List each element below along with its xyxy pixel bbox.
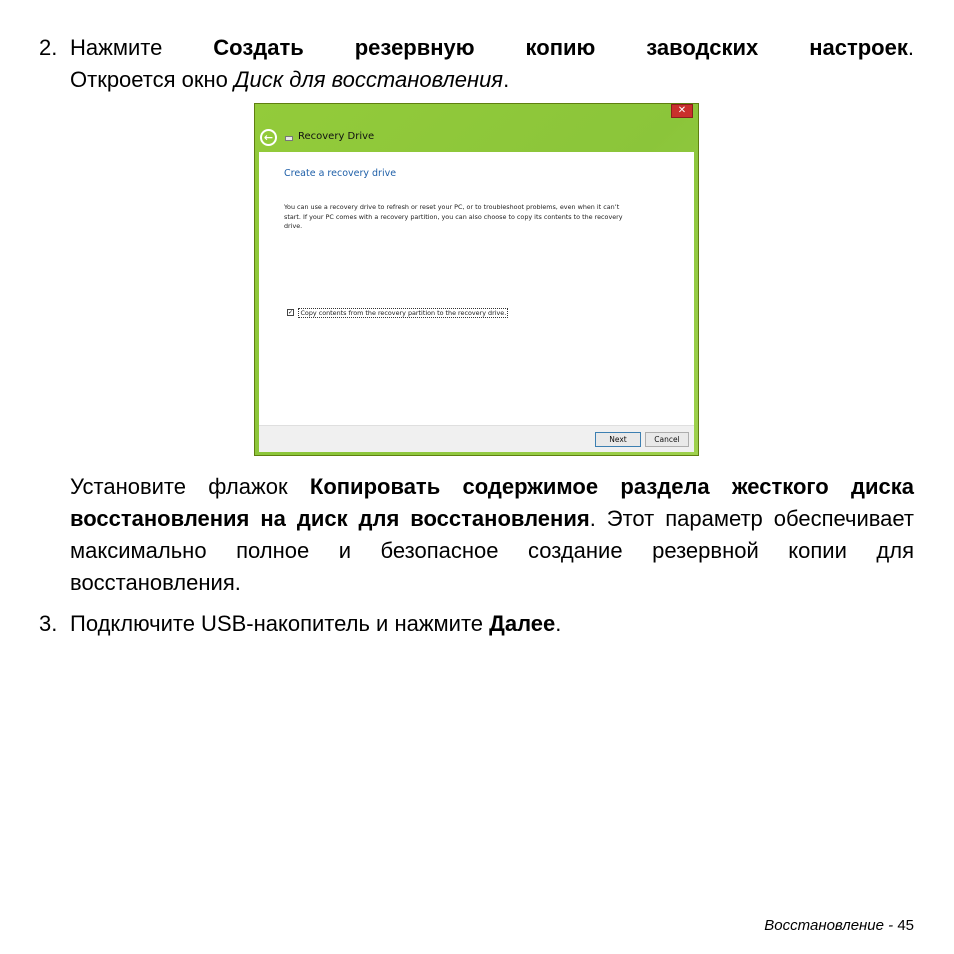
recovery-drive-screenshot [254,103,699,456]
drive-icon [285,136,293,141]
explanation-bold: Копировать содержимое раздела жесткого диска восстановления на диск для восстановления [70,474,914,531]
step-2-line-2 [70,64,914,96]
dialog-footer [259,425,694,452]
dialog-heading: Create a recovery drive [284,168,397,179]
checkbox-label[interactable]: Copy contents from the recovery partition to the recovery drive. [300,308,507,317]
checkbox-icon[interactable]: ✓ [288,309,294,317]
step-2-bold-action: Создать резервную копию заводских настроек [213,35,908,60]
step-2-number: 2. [39,35,58,60]
back-arrow-icon[interactable]: ← [260,129,277,146]
step-3-text: Подключите USB-накопитель и нажмите [70,611,490,636]
next-button[interactable]: Next [595,432,641,447]
page-footer [764,917,914,934]
footer-section: Восстановление - [764,917,898,934]
step-2-line-1 [70,32,914,64]
cancel-button[interactable]: Cancel [645,432,689,447]
step-2-punct: . [907,35,914,60]
step-3-line [70,608,914,640]
explanation-paragraph [70,471,914,599]
dialog-body-text: You can use a recovery drive to refresh or reset your PC, or to troubleshoot problems, even when it can’t start. If your PC comes with a recovery partition, you can also choose to copy its contents to the recovery drive. [284,203,623,231]
step-2-text: Нажмите [70,35,214,60]
explanation-text-2: . Этот параметр обеспечивает максимально полное и безопасное создание резервной копии для восстановления. [70,506,914,595]
step-2-punct-2: . [503,67,510,92]
step-2-text-2: Откроется окно [70,67,235,92]
window-title: Recovery Drive [298,131,375,142]
explanation-text: Установите флажок [70,474,310,499]
step-3-punct: . [555,611,562,636]
step-3-number: 3. [39,611,58,636]
copy-partition-option[interactable] [287,304,508,322]
page-number: 45 [897,917,914,934]
window-titlebar [258,128,678,150]
step-3-bold-action: Далее [489,611,556,636]
step-2-window-name: Диск для восстановления [234,67,504,92]
dialog-content [259,152,694,425]
close-icon[interactable]: ✕ [671,104,693,118]
